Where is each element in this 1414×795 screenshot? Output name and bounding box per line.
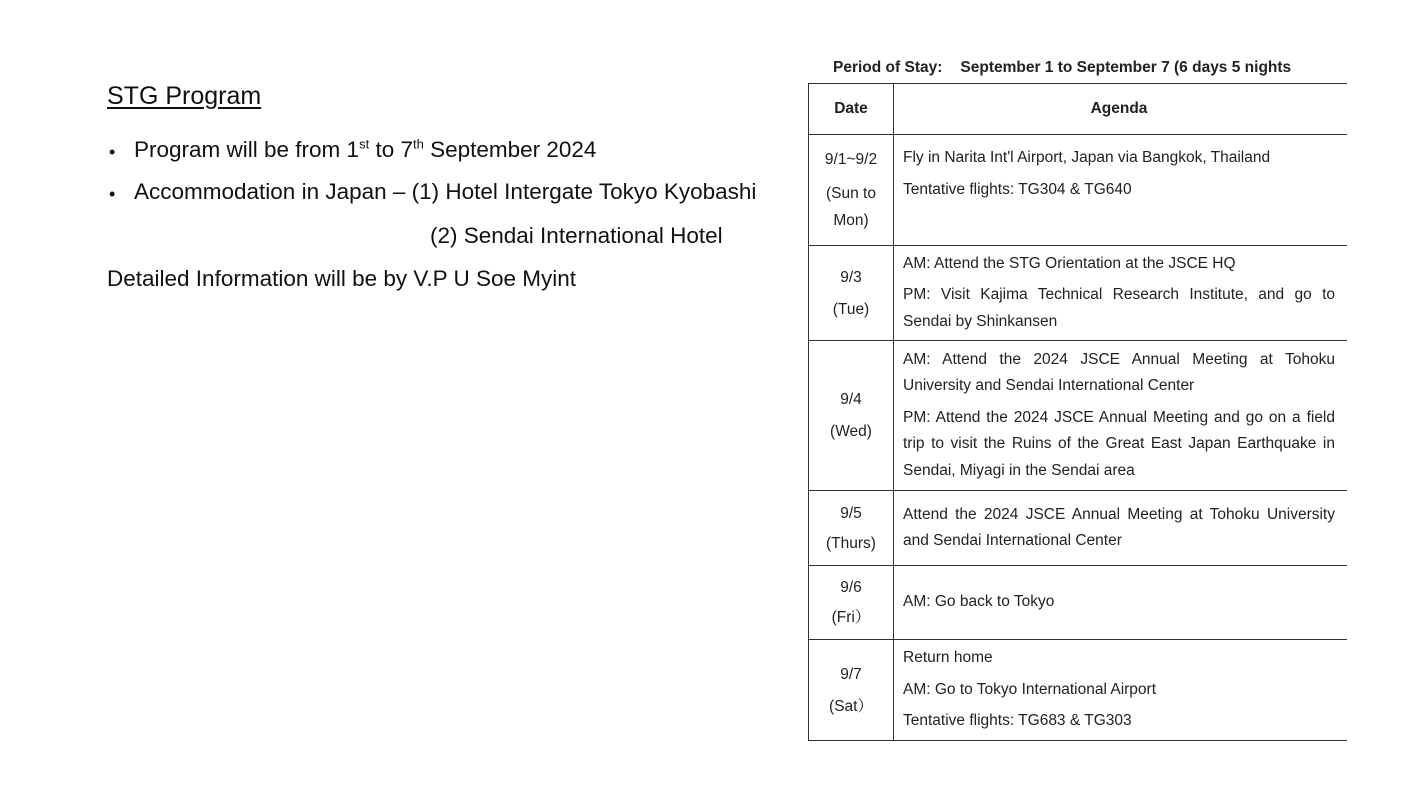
date-day: Mon)	[833, 212, 869, 229]
agenda-cell	[894, 566, 1348, 640]
table-row	[809, 491, 1348, 566]
date-text: 9/5	[840, 504, 862, 522]
period-of-stay	[833, 59, 1291, 77]
agenda-cell	[894, 341, 1348, 491]
table-row	[809, 566, 1348, 640]
table-header-row	[809, 84, 1348, 135]
agenda-line: Tentative flights: TG304 & TG640	[903, 180, 1132, 198]
date-cell	[809, 135, 894, 246]
header-date: Date	[809, 84, 894, 135]
bullet-accommodation: Accommodation in Japan – (1) Hotel Intergate Tokyo Kyobashi	[134, 179, 757, 204]
agenda-table	[808, 83, 1347, 741]
table-row	[809, 640, 1348, 741]
date-cell	[809, 566, 894, 640]
date-day: (Fri）	[831, 609, 871, 626]
agenda-line: AM: Go back to Tokyo	[903, 593, 1055, 611]
date-text: 9/4	[840, 391, 862, 408]
agenda-line: Return home	[903, 649, 993, 667]
agenda-line: Attend the 2024 JSCE Annual Meeting at Tohoku University and Sendai International Center	[903, 505, 1335, 549]
accommodation-hotel-2: (2) Sendai International Hotel	[430, 223, 723, 248]
agenda-line: AM: Go to Tokyo International Airport	[903, 680, 1157, 698]
program-dates-sup-th: th	[412, 136, 424, 152]
agenda-line: Tentative flights: TG683 & TG303	[903, 712, 1132, 730]
bullet-dot: •	[109, 142, 116, 162]
date-day: (Sun to	[826, 185, 876, 202]
period-label: Period of Stay:	[833, 59, 943, 76]
date-text: 9/7	[840, 665, 862, 683]
date-cell	[809, 341, 894, 491]
date-text: 9/3	[840, 268, 862, 286]
program-dates-text-mid: to 7	[369, 137, 413, 162]
agenda-line: PM: Visit Kajima Technical Research Institute, and go to Sendai by Shinkansen	[903, 286, 1335, 330]
program-dates-sup-st: st	[359, 136, 370, 152]
date-cell	[809, 491, 894, 566]
agenda-line: AM: Attend the 2024 JSCE Annual Meeting at Tohoku University and Sendai International Center	[903, 350, 1335, 395]
date-day: (Thurs)	[826, 534, 876, 552]
agenda-line: AM: Attend the STG Orientation at the JSCE HQ	[903, 254, 1236, 272]
date-cell	[809, 640, 894, 741]
header-agenda: Agenda	[894, 84, 1348, 135]
date-day: (Tue)	[832, 300, 870, 318]
table-row	[809, 135, 1348, 246]
agenda-cell	[894, 491, 1348, 566]
bullet-program-dates	[134, 137, 596, 163]
agenda-cell	[894, 135, 1348, 246]
date-day: (Sat）	[829, 697, 873, 715]
table-row	[809, 341, 1348, 491]
program-dates-text: Program will be from 1	[134, 137, 360, 162]
detail-info-text: Detailed Information will be by V.P U Soe Myint	[107, 266, 576, 291]
agenda-line: Fly in Narita Int'l Airport, Japan via Bangkok, Thailand	[903, 149, 1271, 166]
date-day: (Wed)	[830, 423, 872, 440]
period-value: September 1 to September 7 (6 days 5 nights	[960, 59, 1292, 76]
date-text: 9/1~9/2	[824, 151, 878, 168]
date-text: 9/6	[840, 579, 862, 596]
date-cell	[809, 246, 894, 341]
program-dates-text-end: September 2024	[423, 137, 597, 162]
slide-title: STG Program	[107, 82, 262, 110]
agenda-line: PM: Attend the 2024 JSCE Annual Meeting and go on a field trip to visit the Ruins of the Great East Japan Earthquake in Sendai, Miyagi in the Sendai area	[903, 408, 1335, 479]
agenda-cell	[894, 246, 1348, 341]
agenda-cell	[894, 640, 1348, 741]
bullet-dot: •	[109, 184, 116, 204]
table-row	[809, 246, 1348, 341]
